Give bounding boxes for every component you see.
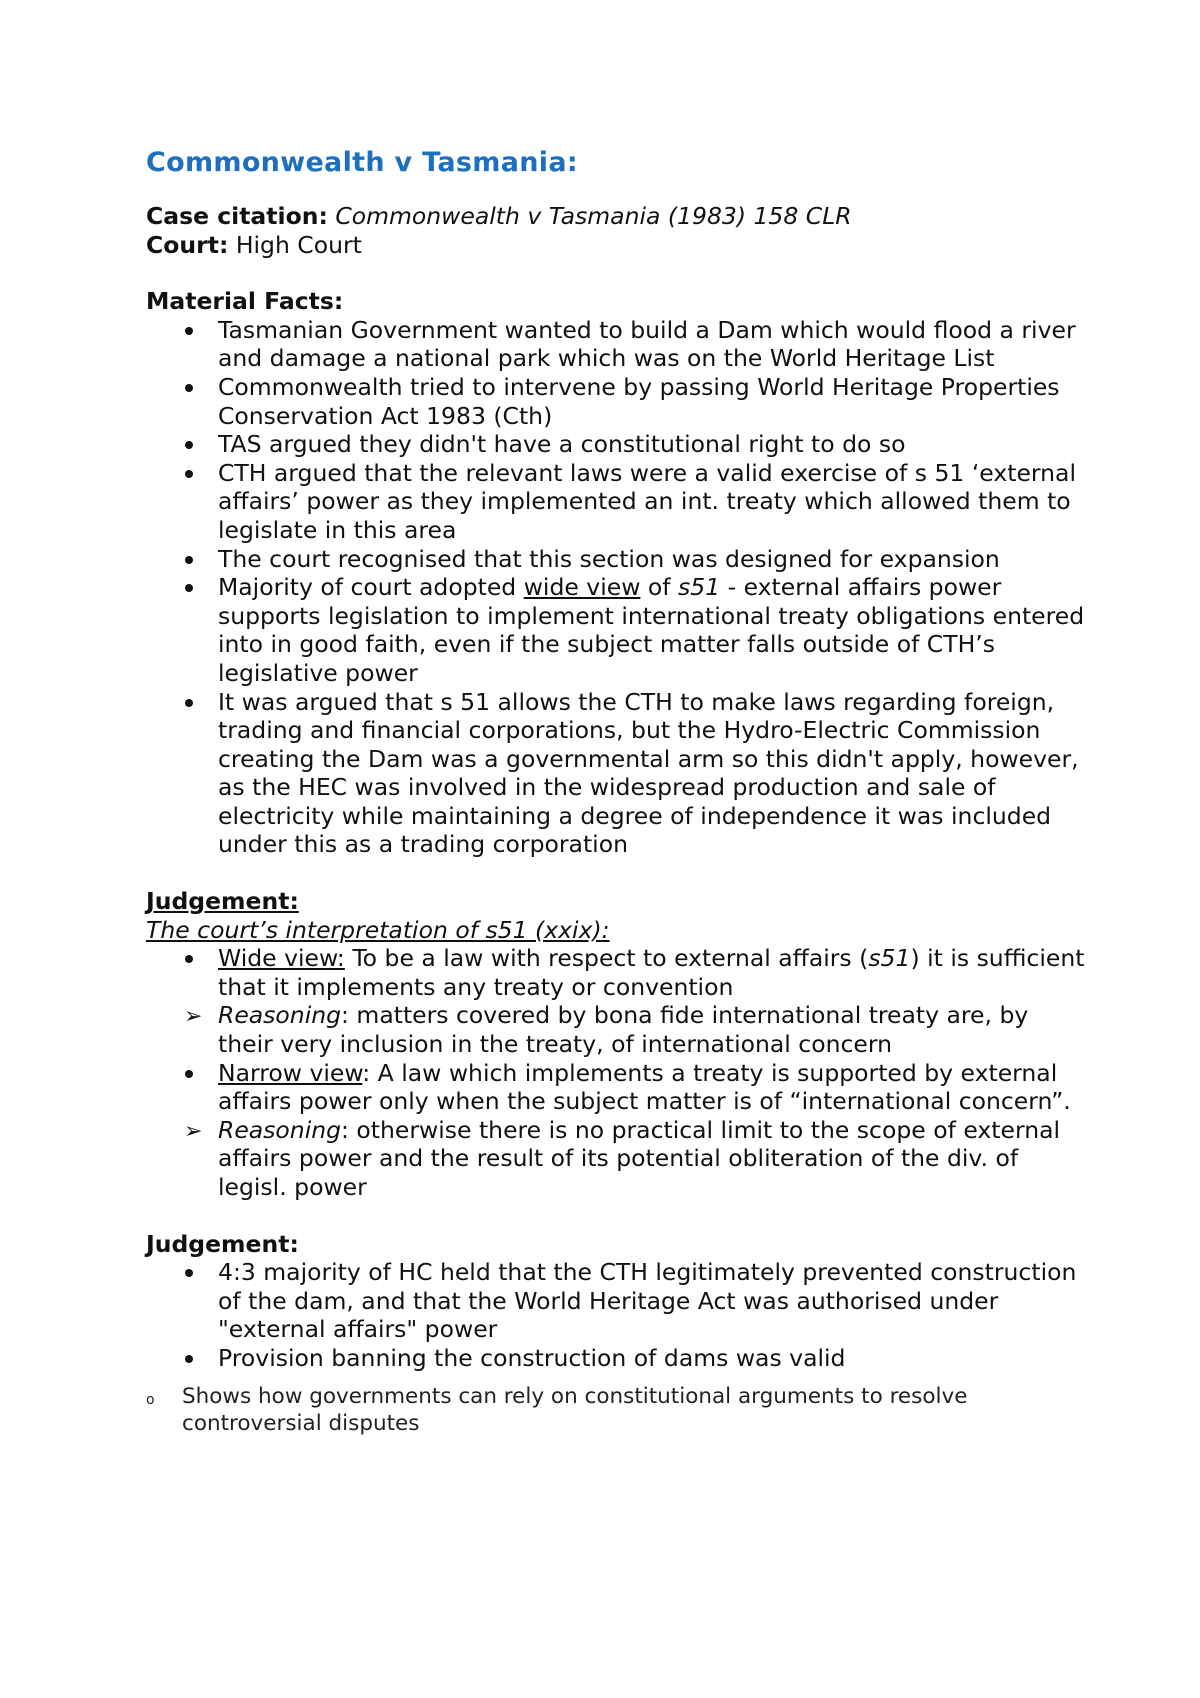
document-content xyxy=(146,146,1086,1437)
list-item xyxy=(146,1116,1086,1202)
arrow-bullet-icon: ➢ xyxy=(184,1118,203,1144)
list-item xyxy=(146,573,1086,687)
list-item: It was argued that s 51 allows the CTH to make laws regarding foreign, trading and financial corporations, but the Hydro-Electric Commission creating the Dam was a governmental arm so this didn't apply, however, as the HEC was involved in the widespread production and sale of electricity while maintaining a degree of independence it was included under this as a trading corporation xyxy=(146,688,1086,860)
text-span: : otherwise there is no practical limit to the scope of external affairs power and the result of its potential obliteration of the div. of legisl. power xyxy=(218,1115,1061,1201)
facts-heading: Material Facts: xyxy=(146,287,344,316)
court-line xyxy=(146,231,1086,260)
list-item: Tasmanian Government wanted to build a Dam which would flood a river and damage a national park which was on the World Heritage List xyxy=(146,316,1086,373)
list-item-narrow-view xyxy=(146,1059,1086,1202)
text-span: To be a law with respect to external affairs ( xyxy=(344,944,869,973)
interpretation-list xyxy=(146,944,1086,1201)
court-value: High Court xyxy=(235,230,362,259)
note-text: Shows how governments can rely on constitutional arguments to resolve controversial disputes xyxy=(182,1383,968,1436)
list-item: CTH argued that the relevant laws were a valid exercise of s 51 ‘external affairs’ power as they implemented an int. treaty which allowed them to legislate in this area xyxy=(146,459,1086,545)
interpretation-subheading: The court’s interpretation of s51 (xxix): xyxy=(146,915,610,944)
narrow-view-label: Narrow view xyxy=(218,1058,363,1087)
text-span: : A law which implements a treaty is supported by external affairs power only when the subject matter is of “international concern”. xyxy=(218,1058,1071,1116)
spacer xyxy=(146,859,1086,887)
citation-label: Case citation: xyxy=(146,202,328,230)
spacer xyxy=(146,1202,1086,1230)
text-span: ) it is sufficient that it implements any treaty or convention xyxy=(218,944,1085,1001)
arrow-bullet-icon: ➢ xyxy=(184,1004,203,1030)
note xyxy=(146,1383,1086,1437)
court-label: Court: xyxy=(146,230,229,259)
spacer xyxy=(146,259,1086,287)
judgement-heading: Judgement: xyxy=(146,887,299,916)
circle-bullet-icon: o xyxy=(146,1391,155,1408)
judgement-heading-2: Judgement: xyxy=(146,1229,299,1258)
judgement-list xyxy=(146,1258,1086,1372)
wide-view-text: wide view xyxy=(523,573,641,602)
text-span: Majority of court adopted xyxy=(218,573,524,602)
text-span: of xyxy=(640,573,679,602)
section-ref: s51 xyxy=(868,944,911,973)
list-item: TAS argued they didn't have a constitutional right to do so xyxy=(146,430,1086,459)
wide-view-label: Wide view: xyxy=(218,944,345,973)
list-item xyxy=(146,1001,1086,1058)
list-item-wide-view xyxy=(146,944,1086,1058)
citation-value: Commonwealth v Tasmania (1983) 158 CLR xyxy=(335,202,852,230)
list-item: The court recognised that this section was designed for expansion xyxy=(146,545,1086,574)
reasoning-list xyxy=(146,1116,1086,1202)
text-span: - external affairs power supports legislation to implement international treaty obligations entered into in good faith, even if the subject matter falls outside of CTH’s legislative power xyxy=(218,573,1085,687)
list-item: Provision banning the construction of dams was valid xyxy=(146,1344,1086,1373)
citation-line xyxy=(146,202,1086,231)
facts-list xyxy=(146,316,1086,859)
page-title: Commonwealth v Tasmania: xyxy=(146,147,578,178)
reasoning-label: Reasoning xyxy=(218,1115,342,1144)
section-ref: s51 xyxy=(678,573,721,602)
reasoning-label: Reasoning xyxy=(218,1001,342,1030)
text-span: : matters covered by bona fide international treaty are, by their very inclusion in the treaty, of international concern xyxy=(218,1001,1029,1059)
list-item: 4:3 majority of HC held that the CTH legitimately prevented construction of the dam, and that the World Heritage Act was authorised under "external affairs" power xyxy=(146,1258,1086,1344)
reasoning-list xyxy=(146,1001,1086,1058)
list-item: Commonwealth tried to intervene by passing World Heritage Properties Conservation Act 1983 (Cth) xyxy=(146,373,1086,430)
